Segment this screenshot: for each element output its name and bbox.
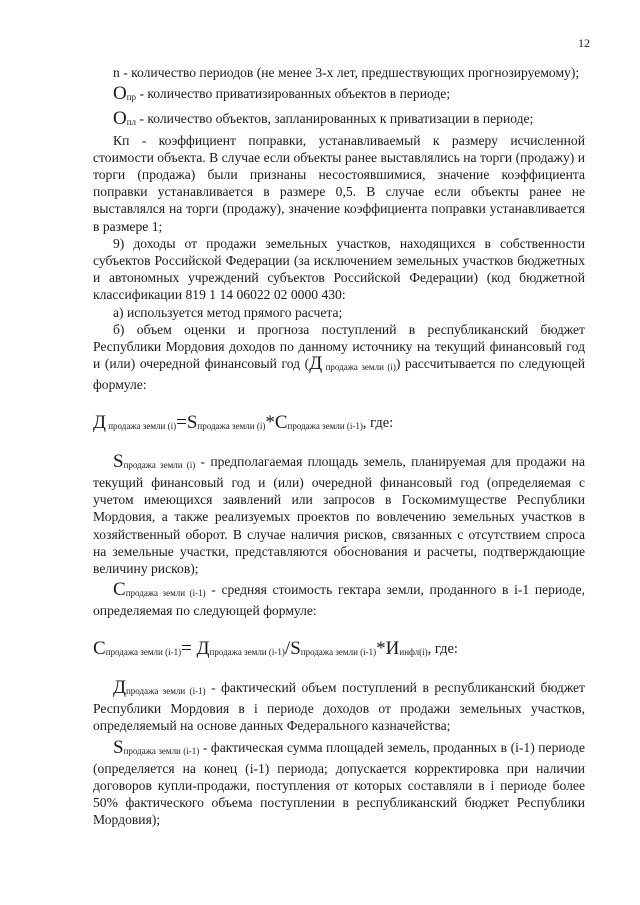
paragraph-c-cost: $С_{продажа земли (i-1)}$ - средняя стоимость гектара земли, проданного в i-1 периоде, определяемая по следующей формуле: — [93, 579, 585, 619]
paragraph-kp: Кп - коэффициент поправки, устанавливаемый к размеру исчисленной стоимости объекта. В случае если объекты ранее выставлялись на торги (продажу) и торги (продажа) были признаны несостоявшимися, значение коэффициента поправки устанавливается в размере 0,5. В случае если объекты ранее не выставлялся на торги (продажу), значение коэффициента поправки устанавливается в размере 1; — [93, 132, 585, 234]
paragraph-d-actual: $Д_{продажа земли (i-1)}$ - фактический объем поступлений в республиканский бюджет Республики Мордовия в i периоде доходов от продажи земельных участков, определяемый на основе данных Федерального казначейства; — [93, 676, 586, 734]
paragraph-o-pl: $О_{пл}$ - количество объектов, запланированных к приватизации в периоде; — [113, 108, 534, 130]
paragraph-s-area: $S_{продажа земли (i)}$ - предполагаемая площадь земель, планируемая для продажи на текущий финансовый год и (или) очередной финансовый год (определяемая с учетом имеющихся заявлений или запросов в Госкомимуществе Республики Мордовия, а также реализуемых проектов по вовлечению земельных участков в хозяйственный оборот. В случае наличия рисков, связанных с отсутствием спроса на земельные участки, представляются обоснования и расчеты, подтверждающие величину рисков); — [93, 450, 585, 577]
paragraph-n-periods: n - количество периодов (не менее 3-х лет, предшествующих прогнозируемому); — [113, 65, 580, 80]
page-number: 12 — [578, 36, 590, 50]
paragraph-item-9: 9) доходы от продажи земельных участков, находящихся в собственности субъектов Российской Федерации (за исключением земельных участков бюджетных и автономных учреждений субъектов Российской Федерации) (код бюджетной классификации 819 1 14 06022 02 0000 430: — [93, 235, 585, 303]
paragraph-item-a: а) используется метод прямого расчета; — [113, 304, 343, 320]
paragraph-o-pr: $О_{пр}$ - количество приватизированных объектов в периоде; — [113, 83, 451, 105]
paragraph-s-actual: $S_{продажа земли (i-1)}$ - фактическая сумма площадей земель, проданных в (i-1) периоде (определяется на конец (i-1) периода; допускается корректировка при наличии договоров купли-продажи, поступления от которых составляли в i периоде более 50% фактического объема поступлении в республиканский бюджет Республики Мордовия); — [93, 736, 586, 828]
paragraph-item-b: б) объем оценки и прогноза поступлений в республиканский бюджет Республики Мордовия доходов по данному источнику на текущий финансовый год и (или) очередной финансовый год (Д $_{продажа земли (i)}$) рассчитывается по следующей формуле: — [93, 321, 585, 393]
formula-hectare-cost: $С_{продажа земли (i-1)}= Д_{продажа земли (i-1)}/S_{продажа земли (i-1)}*И_{инфл(i)}$, где: — [93, 637, 458, 659]
formula-land-sale-revenue: Д $_{продажа земли (i)}=S_{продажа земли (i)}*С_{продажа земли (i-1)}$, где: — [93, 411, 394, 433]
document-body — [93, 64, 585, 829]
